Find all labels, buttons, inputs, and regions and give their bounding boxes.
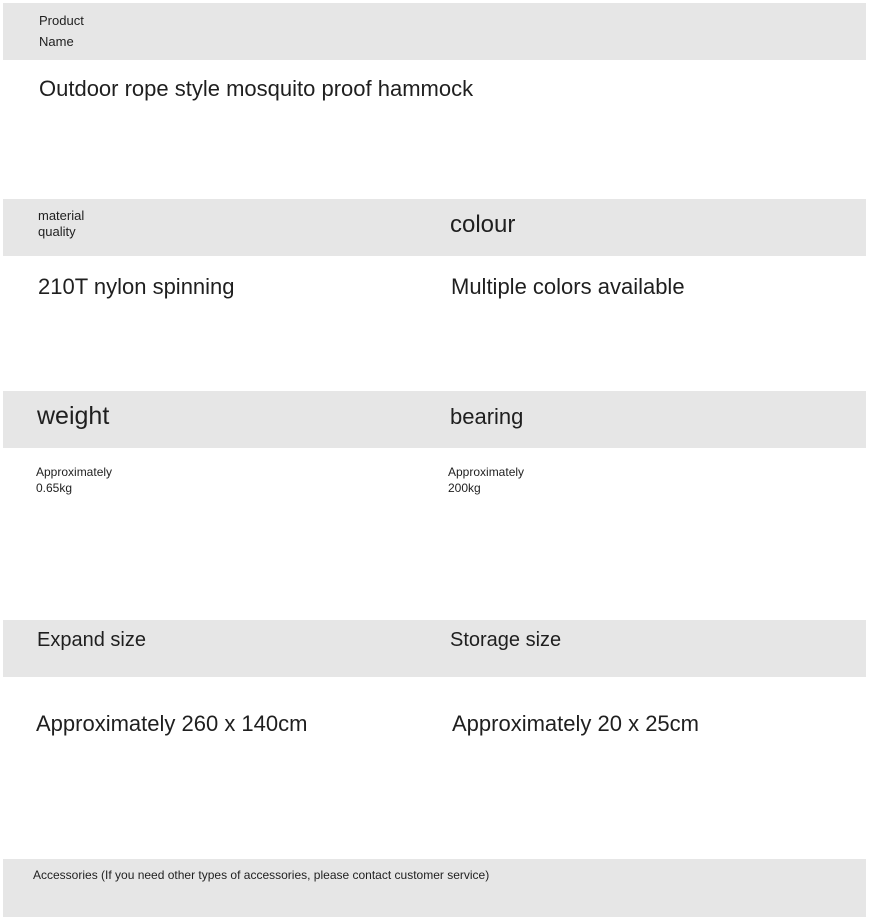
weight-bearing-header-band bbox=[3, 391, 866, 448]
material-label: material quality bbox=[38, 208, 85, 239]
product-name-label: Product Name bbox=[39, 13, 84, 49]
colour-value: Multiple colors available bbox=[451, 274, 685, 299]
product-name-header-band bbox=[3, 3, 866, 60]
storage-size-label: Storage size bbox=[450, 629, 562, 651]
expand-size-label: Expand size bbox=[37, 629, 146, 651]
colour-label: colour bbox=[450, 211, 516, 238]
bearing-label: bearing bbox=[450, 404, 524, 429]
expand-size-value: Approximately 260 x 140cm bbox=[36, 711, 308, 736]
bearing-value: Approximately 200kg bbox=[448, 465, 525, 495]
weight-label: weight bbox=[37, 402, 110, 430]
weight-value: Approximately 0.65kg bbox=[36, 465, 113, 495]
product-name-value: Outdoor rope style mosquito proof hammock bbox=[39, 76, 474, 101]
storage-size-value: Approximately 20 x 25cm bbox=[452, 711, 699, 736]
material-value: 210T nylon spinning bbox=[38, 274, 235, 299]
accessories-label: Accessories (If you need other types of accessories, please contact customer service) bbox=[33, 868, 490, 882]
material-colour-header-band bbox=[3, 199, 866, 256]
